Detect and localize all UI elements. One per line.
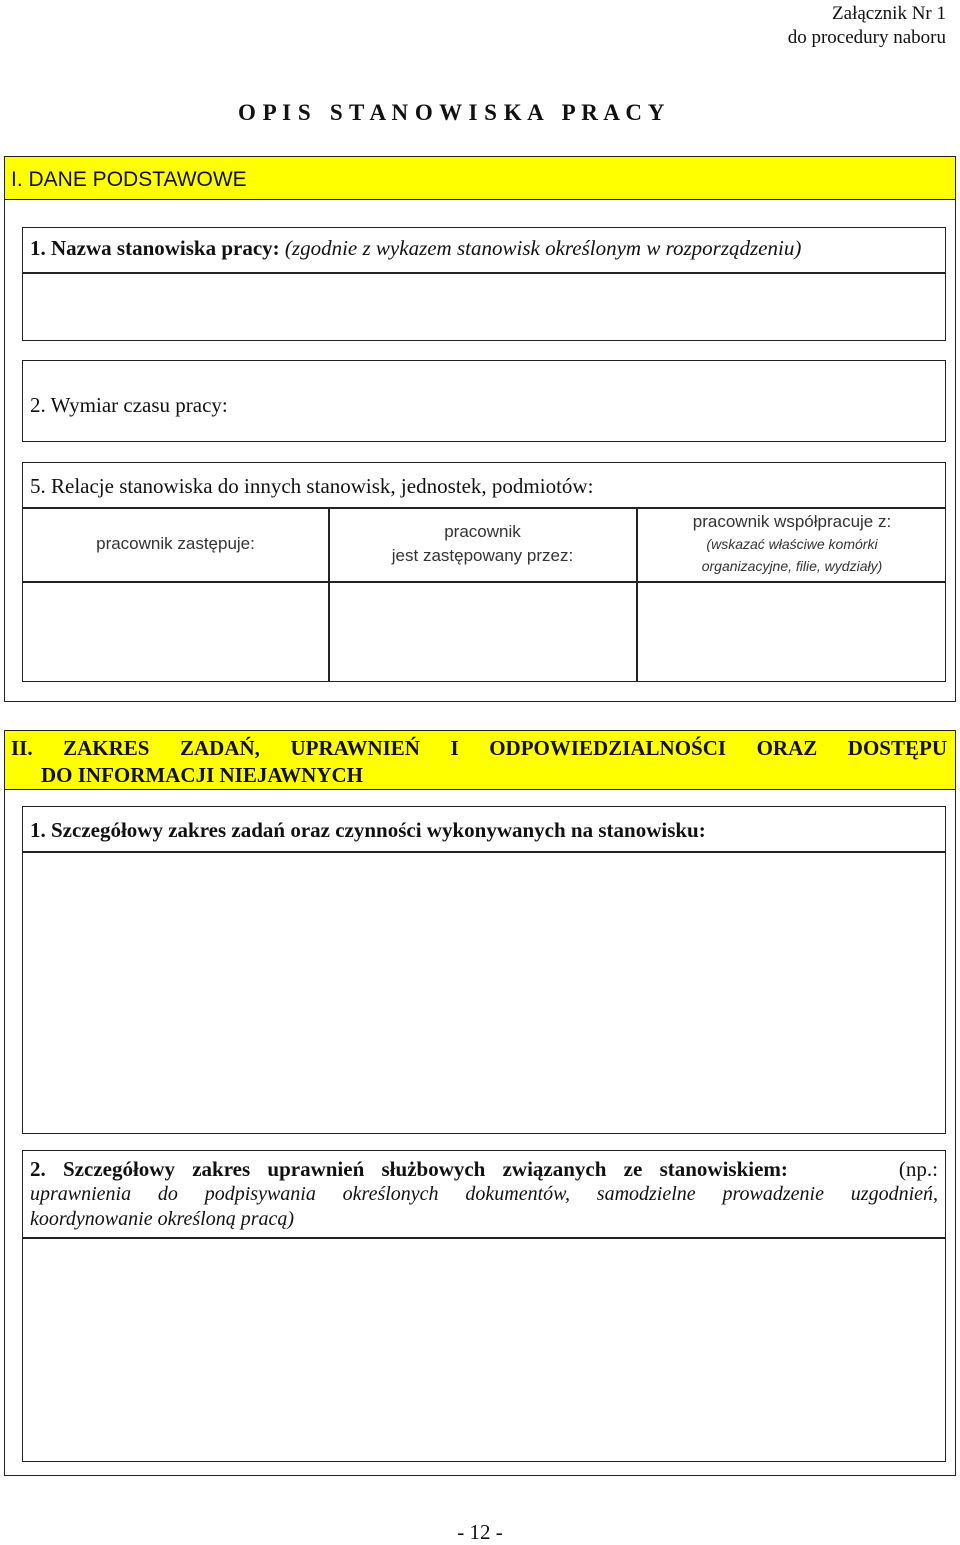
attachment-label (788, 2, 946, 50)
job-name-note: (zgodnie z wykazem stanowisk określonym w rozporządzeniu) (284, 236, 802, 260)
working-time-box[interactable] (22, 360, 946, 442)
relations-col-cooperates-line3: organizacyjne, filie, wydziały) (701, 558, 883, 574)
job-name-field[interactable] (24, 273, 944, 339)
job-name-label: 1. Nazwa stanowiska pracy: (30, 236, 280, 260)
relations-col-cooperates-line1: pracownik współpracuje z: (692, 512, 892, 531)
relations-label: 5. Relacje stanowiska do innych stanowisk, jednostek, podmiotów: (30, 474, 594, 498)
relations-cooperates-field[interactable] (638, 582, 944, 680)
relations-replaces-field[interactable] (24, 582, 326, 680)
permissions-label-row (30, 1157, 938, 1182)
permissions-np: (np.: (898, 1157, 938, 1181)
tasks-field[interactable] (24, 852, 944, 1132)
section-1-heading (4, 156, 956, 200)
job-name-label-row (30, 236, 801, 261)
relations-col-replaces-label: pracownik zastępuje: (96, 534, 255, 553)
relations-col-replaces (23, 507, 328, 581)
section-2-heading-line1: II. ZAKRES ZADAŃ, UPRAWNIEŃ I ODPOWIEDZIALNOŚCI ORAZ DOSTĘPU (11, 736, 947, 760)
relations-col-replaced-by-line2: jest zastępowany przez: (391, 546, 574, 565)
section-1-heading-text: I. DANE PODSTAWOWE (11, 168, 247, 191)
page-number: - 12 - (457, 1520, 503, 1544)
permissions-field[interactable] (24, 1238, 944, 1460)
relations-col-cooperates (637, 507, 947, 581)
attachment-line-1: Załącznik Nr 1 (832, 3, 946, 24)
section-2-heading-line2: DO INFORMACJI NIEJAWNYCH (41, 763, 364, 787)
attachment-line-2: do procedury naboru (787, 27, 946, 48)
permissions-note-line1: uprawnienia do podpisywania określonych dokumentów, samodzielne prowadzenie uzgodnień, (30, 1183, 938, 1205)
document-title: O P I S S T A N O W I S K A P R A C Y (238, 100, 665, 125)
relations-col-replaced-by (329, 507, 636, 581)
working-time-label: 2. Wymiar czasu pracy: (30, 393, 228, 417)
permissions-note-line2: koordynowanie określoną pracą) (30, 1208, 295, 1230)
relations-replaced-by-field[interactable] (330, 582, 634, 680)
tasks-label: 1. Szczegółowy zakres zadań oraz czynności wykonywanych na stanowisku: (30, 818, 706, 842)
permissions-label: 2. Szczegółowy zakres uprawnień służbowych związanych ze stanowiskiem: (30, 1157, 788, 1181)
relations-col-cooperates-line2: (wskazać właściwe komórki (706, 536, 878, 552)
section-2-heading (4, 730, 956, 790)
relations-col-replaced-by-line1: pracownik (444, 522, 521, 541)
